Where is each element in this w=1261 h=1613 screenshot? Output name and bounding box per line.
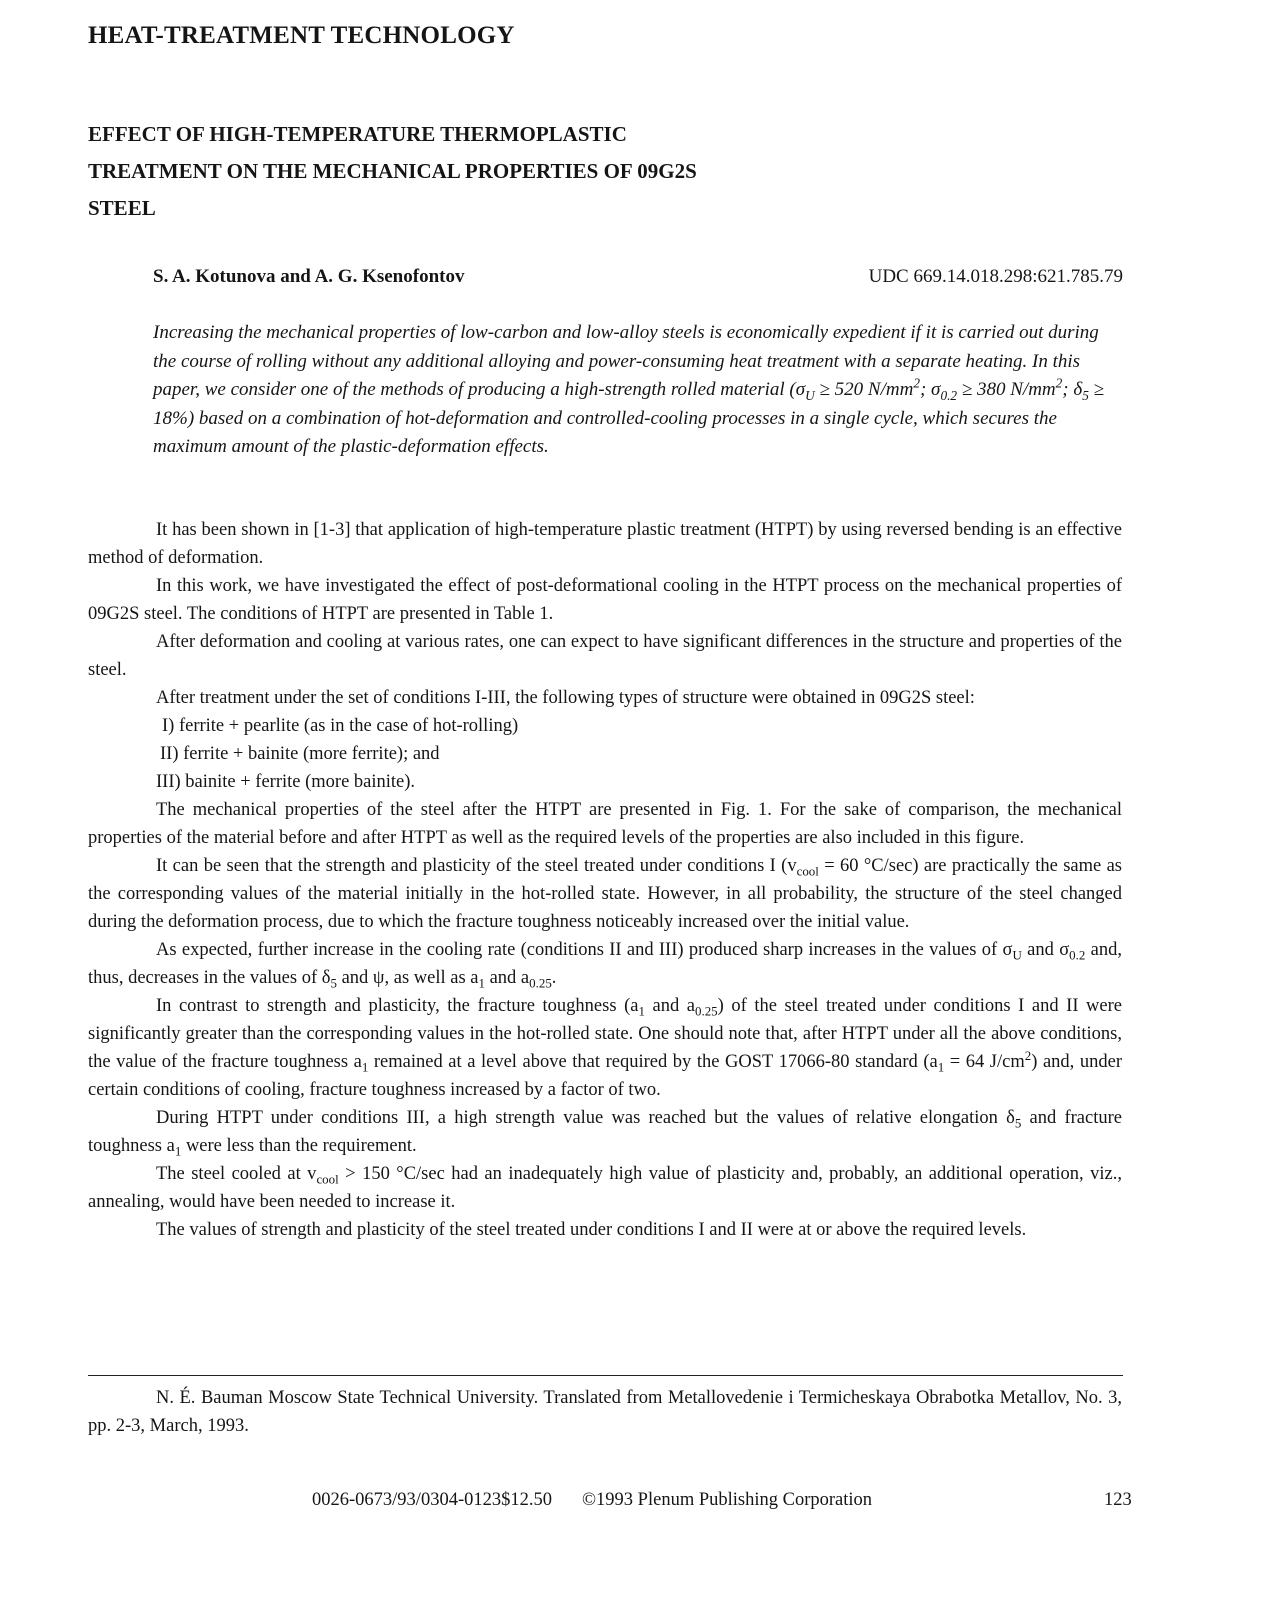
paragraph: During HTPT under conditions III, a high strength value was reached but the values of relative elongation $\delta_5$ and fracture toughness $a_1$ were less than the requirement. xyxy=(88,1108,1122,1159)
article-title xyxy=(88,116,988,227)
authors: S. A. Kotunova and A. G. Ksenofontov xyxy=(153,266,465,287)
paragraph: After treatment under the set of conditions I-III, the following types of structure were obtained in 09G2S steel: xyxy=(156,688,975,708)
paragraph: It has been shown in [1-3] that application of high-temperature plastic treatment (HTPT) by using reversed bending is an effective method of deformation. xyxy=(88,520,1122,568)
body-text xyxy=(88,516,1122,1244)
udc-code: UDC 669.14.018.298:621.785.79 xyxy=(868,266,1123,287)
paragraph: After deformation and cooling at various rates, one can expect to have significant differences in the structure and properties of the steel. xyxy=(88,632,1122,680)
abstract: Increasing the mechanical properties of low-carbon and low-alloy steels is economically expedient if it is carried out during the course of rolling without any additional alloying and power-consuming heat treatment with a separate heating. In this paper, we consider one of the methods of producing a high-strength rolled material ($\sigma_U \ge 520$ $N/mm^2$; $\sigma_{0.2} \ge 380$ $N/mm^2$; $\delta_5 \ge 18\%$) based on a combination of hot-deformation and controlled-cooling processes in a single cycle, which secures the maximum amount of the plastic-deformation effects. xyxy=(153,322,1105,457)
title-line: STEEL xyxy=(88,196,156,220)
paragraph: It can be seen that the strength and plasticity of the steel treated under conditions I ($v_{cool} = 60$ °C/sec) are practically the same as the corresponding values of the material initially in the hot-rolled state. However, in all probability, the structure of the steel changed during the deformation process, due to which the fracture toughness noticeably increased over the initial value. xyxy=(88,856,1123,932)
paragraph: As expected, further increase in the cooling rate (conditions II and III) produced sharp increases in the values of $\sigma_U$ and $\sigma_{0.2}$ and, thus, decreases in the values of $\delta_5$ and ψ, as well as $a_1$ and $a_{0.25}$. xyxy=(88,940,1123,991)
footnote xyxy=(88,1384,1122,1440)
paragraph: The values of strength and plasticity of the steel treated under conditions I and II were at or above the required levels. xyxy=(156,1220,1027,1240)
paragraph: In contrast to strength and plasticity, the fracture toughness ($a_1$ and $a_{0.25}$) of the steel treated under conditions I and II were significantly greater than the corresponding values in the hot-rolled state. One should note that, after HTPT under all the above conditions, the value of the fracture toughness $a_1$ remained at a level above that required by the GOST 17066-80 standard ($a_1 = 64$ $J/cm^2$) and, under certain conditions of cooling, fracture toughness increased by a factor of two. xyxy=(88,996,1123,1100)
list-item: I) ferrite + pearlite (as in the case of hot-rolling) xyxy=(162,716,519,736)
list-item: II) ferrite + bainite (more ferrite); and xyxy=(160,744,440,764)
title-line: EFFECT OF HIGH-TEMPERATURE THERMOPLASTIC xyxy=(88,122,627,146)
paragraph: The mechanical properties of the steel after the HTPT are presented in Fig. 1. For the sake of comparison, the mechanical properties of the material before and after HTPT as well as the required levels of the properties are also included in this figure. xyxy=(88,800,1122,848)
paragraph: The steel cooled at $v_{cool} > 150$ °C/sec had an inadequately high value of plasticity and, probably, an additional operation, viz., annealing, would have been needed to increase it. xyxy=(88,1164,1123,1212)
section-heading: HEAT-TREATMENT TECHNOLOGY xyxy=(88,22,515,49)
footnote-divider xyxy=(88,1375,1123,1376)
paragraph: In this work, we have investigated the effect of post-deformational cooling in the HTPT process on the mechanical properties of 09G2S steel. The conditions of HTPT are presented in Table 1. xyxy=(88,576,1122,624)
page-number: 123 xyxy=(1104,1490,1132,1510)
title-line: TREATMENT ON THE MECHANICAL PROPERTIES OF 09G2S xyxy=(88,159,697,183)
issn-code: 0026-0673/93/0304-0123$12.50 xyxy=(312,1490,552,1510)
copyright: ©1993 Plenum Publishing Corporation xyxy=(582,1490,873,1510)
list-item: III) bainite + ferrite (more bainite). xyxy=(156,772,416,792)
footnote-text: N. É. Bauman Moscow State Technical University. Translated from Metallovedenie i Termicheskaya Obrabotka Metallov, No. 3, pp. 2-3, March, 1993. xyxy=(88,1388,1122,1436)
